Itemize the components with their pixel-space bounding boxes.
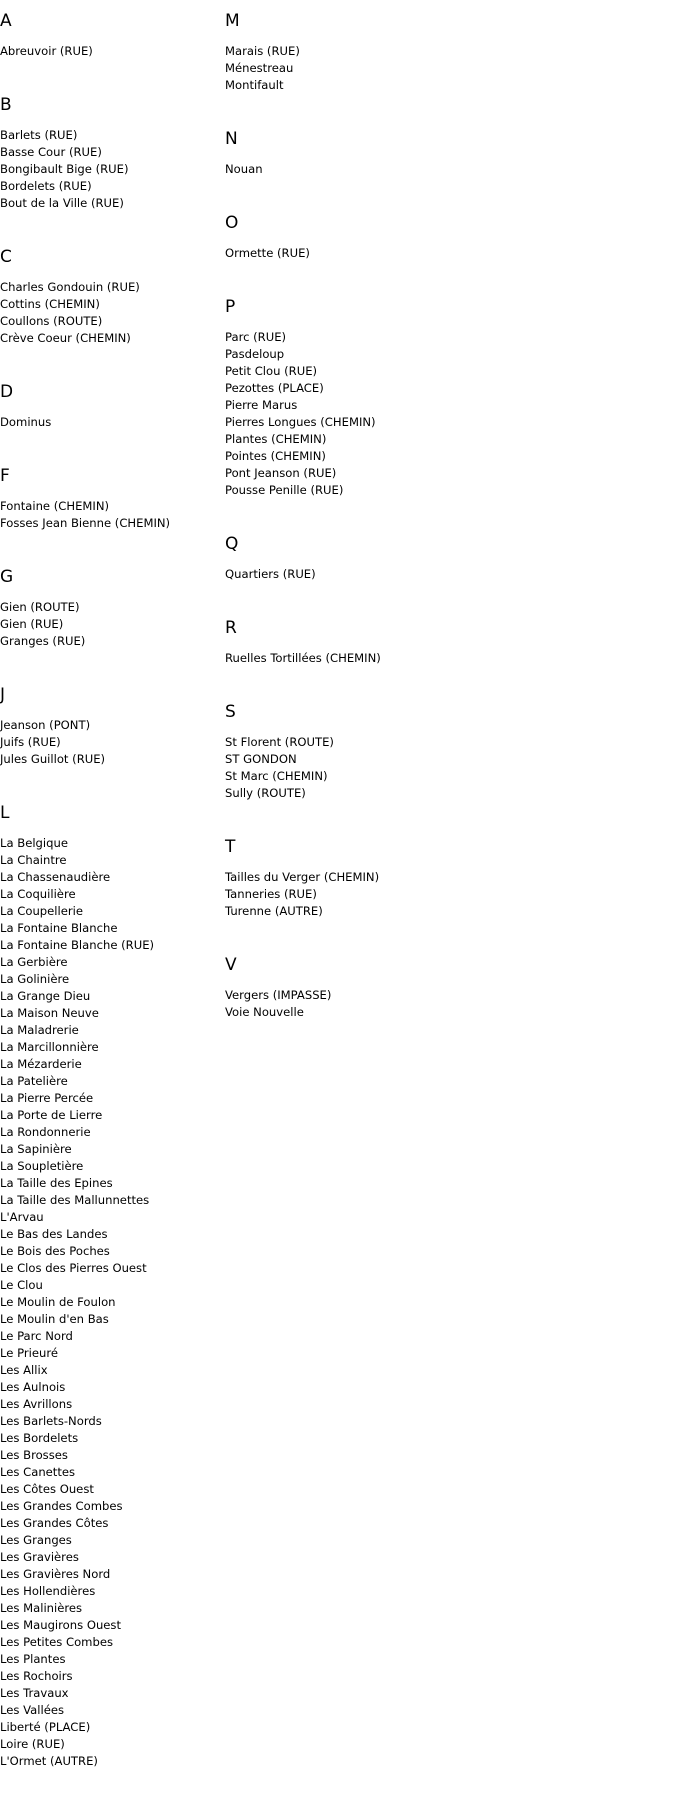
letter-group-t — [225, 826, 665, 920]
street-link[interactable]: La Porte de Lierre — [0, 1108, 103, 1122]
street-link[interactable]: Parc (RUE) — [225, 330, 287, 344]
street-link[interactable]: Gien (RUE) — [0, 617, 64, 631]
street-link[interactable]: La Maladrerie — [0, 1023, 79, 1037]
street-link[interactable]: Ruelles Tortillées (CHEMIN) — [225, 651, 381, 665]
street-link[interactable]: Nouan — [225, 162, 263, 176]
street-link[interactable]: Le Clos des Pierres Ouest — [0, 1261, 147, 1275]
street-link[interactable]: La Fontaine Blanche — [0, 921, 118, 935]
letter-heading: P — [225, 297, 236, 317]
street-link[interactable]: ST GONDON — [225, 752, 297, 766]
letter-heading: J — [0, 685, 6, 705]
street-link[interactable]: Liberté (PLACE) — [0, 1720, 91, 1734]
letter-heading: V — [225, 955, 237, 975]
street-link[interactable]: Sully (ROUTE) — [225, 786, 306, 800]
street-link[interactable]: Les Vallées — [0, 1703, 64, 1717]
letter-group-j — [0, 674, 225, 768]
street-link[interactable]: St Marc (CHEMIN) — [225, 769, 328, 783]
street-link[interactable]: Les Côtes Ouest — [0, 1482, 94, 1496]
letter-heading: D — [0, 382, 14, 402]
street-link[interactable]: Le Bas des Landes — [0, 1227, 108, 1241]
street-link[interactable]: Les Rochoirs — [0, 1669, 73, 1683]
street-link[interactable]: Les Gravières Nord — [0, 1567, 111, 1581]
letter-group-r — [225, 607, 665, 667]
street-link[interactable]: Pasdeloup — [225, 347, 285, 361]
street-link[interactable]: La Grange Dieu — [0, 989, 91, 1003]
letter-heading: R — [225, 618, 237, 638]
street-index-left-column — [0, 0, 225, 1794]
street-link[interactable]: Juifs (RUE) — [0, 735, 61, 749]
street-link[interactable]: Les Granges — [0, 1533, 72, 1547]
street-link[interactable]: La Fontaine Blanche (RUE) — [0, 938, 155, 952]
letter-heading: L — [0, 803, 10, 823]
street-link[interactable]: La Taille des Mallunnettes — [0, 1193, 150, 1207]
street-link[interactable]: Pezottes (PLACE) — [225, 381, 324, 395]
letter-heading: F — [0, 466, 10, 486]
street-link[interactable]: Quartiers (RUE) — [225, 567, 316, 581]
letter-group-q — [225, 523, 665, 583]
letter-group-g — [0, 556, 225, 650]
street-link[interactable]: Dominus — [0, 415, 52, 429]
letter-group-n — [225, 118, 665, 178]
letter-group-l — [0, 792, 225, 1770]
street-link[interactable]: Le Clou — [0, 1278, 43, 1292]
letter-heading: B — [0, 95, 12, 115]
street-link[interactable]: La Golinière — [0, 972, 70, 986]
street-link[interactable]: La Soupletière — [0, 1159, 84, 1173]
street-link[interactable]: Les Canettes — [0, 1465, 76, 1479]
street-link[interactable]: Crève Coeur (CHEMIN) — [0, 331, 131, 345]
street-link[interactable]: Fosses Jean Bienne (CHEMIN) — [0, 516, 171, 530]
street-link[interactable]: Turenne (AUTRE) — [225, 904, 323, 918]
street-link[interactable]: Pont Jeanson (RUE) — [225, 466, 337, 480]
street-link[interactable]: Le Parc Nord — [0, 1329, 73, 1343]
letter-heading: T — [225, 837, 236, 857]
street-link[interactable]: Granges (RUE) — [0, 634, 86, 648]
street-link[interactable]: Les Grandes Combes — [0, 1499, 123, 1513]
street-link[interactable]: St Florent (ROUTE) — [225, 735, 334, 749]
letter-heading: Q — [225, 534, 239, 554]
letter-group-f — [0, 455, 225, 532]
letter-heading: M — [225, 11, 240, 31]
street-link[interactable]: Les Bordelets — [0, 1431, 79, 1445]
street-link[interactable]: La Chaintre — [0, 853, 67, 867]
street-link[interactable]: Charles Gondouin (RUE) — [0, 280, 140, 294]
street-link[interactable]: Les Allix — [0, 1363, 48, 1377]
street-link[interactable]: La Pierre Percée — [0, 1091, 94, 1105]
street-link[interactable]: Loire (RUE) — [0, 1737, 65, 1751]
street-link[interactable]: Jeanson (PONT) — [0, 718, 91, 732]
street-link[interactable]: Bordelets (RUE) — [0, 179, 92, 193]
letter-group-c — [0, 236, 225, 347]
letter-heading: G — [0, 567, 14, 587]
street-link[interactable]: Les Grandes Côtes — [0, 1516, 109, 1530]
street-link[interactable]: Tanneries (RUE) — [225, 887, 317, 901]
street-link[interactable]: Les Malinières — [0, 1601, 83, 1615]
street-link[interactable]: Les Maugirons Ouest — [0, 1618, 122, 1632]
street-link[interactable]: Le Moulin d'en Bas — [0, 1312, 109, 1326]
street-link[interactable]: Basse Cour (RUE) — [0, 145, 102, 159]
street-link[interactable]: Les Avrillons — [0, 1397, 73, 1411]
street-link[interactable]: Voie Nouvelle — [225, 1005, 304, 1019]
street-link[interactable]: Ménestreau — [225, 61, 294, 75]
street-link[interactable]: Les Petites Combes — [0, 1635, 114, 1649]
street-link[interactable]: Gien (ROUTE) — [0, 600, 80, 614]
street-link[interactable]: Tailles du Verger (CHEMIN) — [225, 870, 380, 884]
street-link[interactable]: Vergers (IMPASSE) — [225, 988, 332, 1002]
street-link[interactable]: Montifault — [225, 78, 284, 92]
letter-group-b — [0, 84, 225, 212]
letter-group-d — [0, 371, 225, 431]
letter-group-v — [225, 944, 665, 1021]
street-link[interactable]: La Marcillonnière — [0, 1040, 99, 1054]
street-link[interactable]: Fontaine (CHEMIN) — [0, 499, 110, 513]
street-link[interactable]: Les Brosses — [0, 1448, 68, 1462]
street-link[interactable]: Coullons (ROUTE) — [0, 314, 103, 328]
street-link[interactable]: Abreuvoir (RUE) — [0, 44, 93, 58]
street-link[interactable]: Bongibault Bige (RUE) — [0, 162, 129, 176]
street-link[interactable]: Pierre Marus — [225, 398, 298, 412]
street-link[interactable]: La Sapinière — [0, 1142, 72, 1156]
street-link[interactable]: Les Aulnois — [0, 1380, 66, 1394]
street-link[interactable]: Le Moulin de Foulon — [0, 1295, 116, 1309]
street-link[interactable]: Bout de la Ville (RUE) — [0, 196, 124, 210]
street-link[interactable]: Les Travaux — [0, 1686, 69, 1700]
street-link[interactable]: Cottins (CHEMIN) — [0, 297, 100, 311]
letter-heading: S — [225, 702, 236, 722]
street-link[interactable]: La Chassenaudière — [0, 870, 111, 884]
street-link[interactable]: Les Plantes — [0, 1652, 66, 1666]
street-link[interactable]: La Maison Neuve — [0, 1006, 99, 1020]
street-link[interactable]: La Patelière — [0, 1074, 68, 1088]
street-link[interactable]: Marais (RUE) — [225, 44, 300, 58]
letter-group-p — [225, 286, 665, 499]
street-link[interactable]: Pousse Penille (RUE) — [225, 483, 344, 497]
street-link[interactable]: Barlets (RUE) — [0, 128, 78, 142]
letter-heading: C — [0, 247, 12, 267]
street-link[interactable]: Petit Clou (RUE) — [225, 364, 318, 378]
letter-heading: A — [0, 11, 12, 31]
street-link[interactable]: La Mézarderie — [0, 1057, 82, 1071]
letter-group-o — [225, 202, 665, 262]
street-link[interactable]: Les Hollendières — [0, 1584, 96, 1598]
street-link[interactable]: La Coupellerie — [0, 904, 83, 918]
street-link[interactable]: Le Prieuré — [0, 1346, 58, 1360]
street-link[interactable]: Ormette (RUE) — [225, 246, 310, 260]
street-index-right-column — [225, 0, 665, 1045]
letter-group-m — [225, 0, 665, 94]
street-link[interactable]: La Coquilière — [0, 887, 76, 901]
street-link[interactable]: La Rondonnerie — [0, 1125, 91, 1139]
street-link[interactable]: Le Bois des Poches — [0, 1244, 110, 1258]
street-link[interactable]: Les Barlets-Nords — [0, 1414, 102, 1428]
street-link[interactable]: Plantes (CHEMIN) — [225, 432, 327, 446]
street-link[interactable]: L'Ormet (AUTRE) — [0, 1754, 98, 1768]
street-link[interactable]: Pointes (CHEMIN) — [225, 449, 326, 463]
street-link[interactable]: Les Gravières — [0, 1550, 79, 1564]
letter-heading: O — [225, 213, 239, 233]
street-link[interactable]: Pierres Longues (CHEMIN) — [225, 415, 376, 429]
street-link[interactable]: Jules Guillot (RUE) — [0, 752, 106, 766]
letter-heading: N — [225, 129, 238, 149]
street-link[interactable]: La Taille des Epines — [0, 1176, 113, 1190]
street-link[interactable]: La Gerbière — [0, 955, 68, 969]
letter-group-s — [225, 691, 665, 802]
letter-group-a — [0, 0, 225, 60]
street-link[interactable]: La Belgique — [0, 836, 68, 850]
street-link[interactable]: L'Arvau — [0, 1210, 44, 1224]
